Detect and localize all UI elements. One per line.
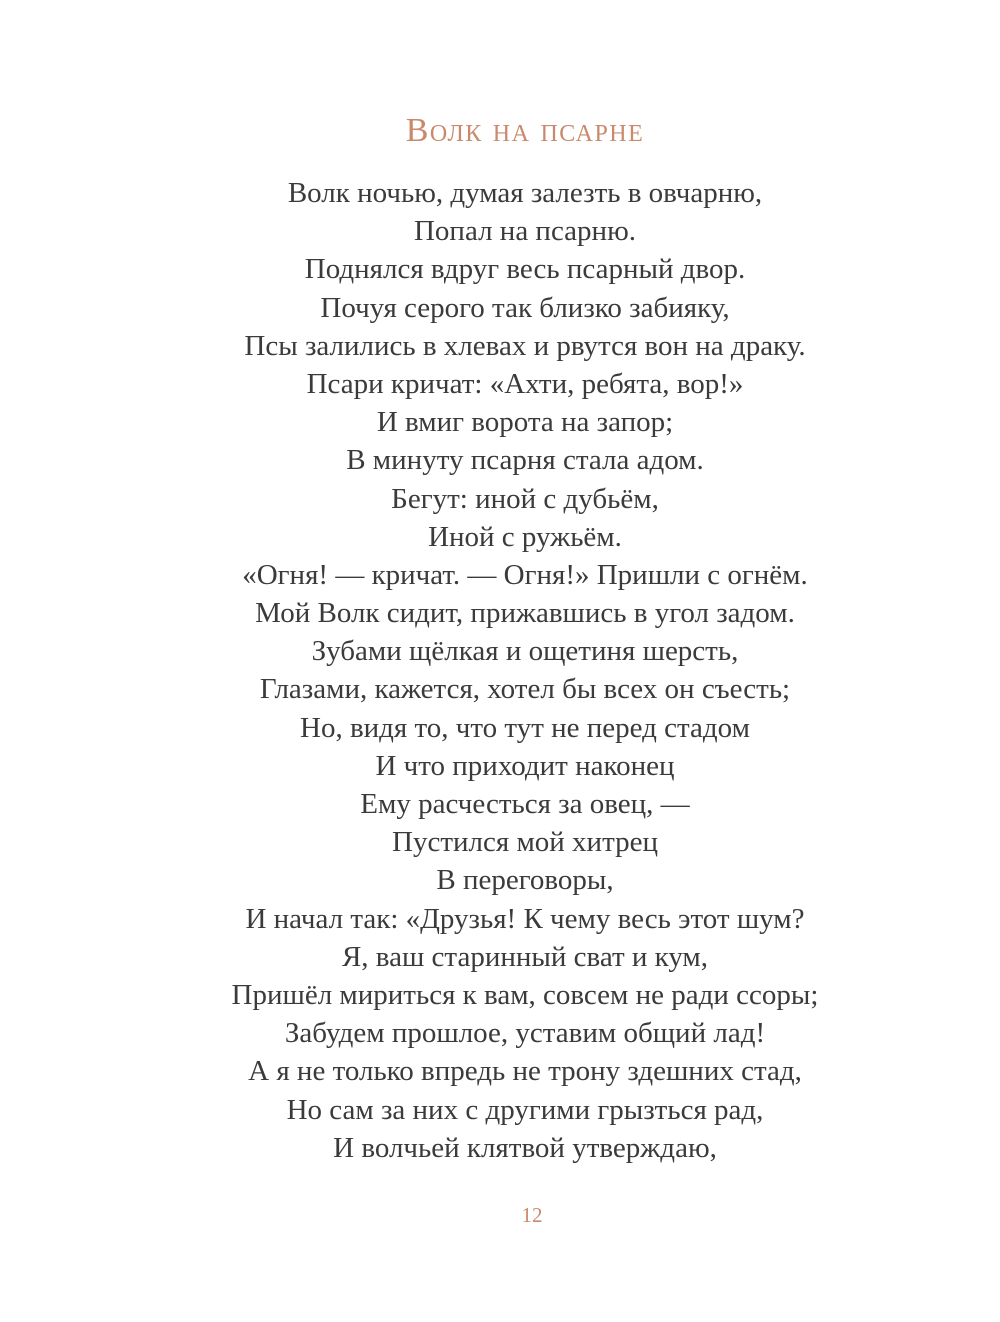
poem-line: Забудем прошлое, уставим общий лад! xyxy=(284,1017,766,1050)
poem-line: Но, видя то, что тут не перед стадом xyxy=(300,711,750,744)
poem-line: В минуту псарня стала адом. xyxy=(346,444,704,477)
page-number: 12 xyxy=(521,1203,543,1227)
poem-line: В переговоры, xyxy=(436,864,614,897)
poem-line: Бегут: иной с дубьём, xyxy=(391,482,659,515)
poem-line: Ему расчесться за овец, — xyxy=(360,788,690,820)
poem-line: Пустился мой хитрец xyxy=(392,826,658,859)
poem-line: Зубами щёлкая и ощетиня шерсть, xyxy=(311,635,739,668)
poem-line: Глазами, кажется, хотел бы всех он съесть; xyxy=(259,673,791,706)
poem-title: Волк на псарне xyxy=(405,112,645,149)
poem-line: И волчьей клятвой утверждаю, xyxy=(333,1131,717,1164)
poem-line: И что приходит наконец xyxy=(375,749,675,782)
poem-line: А я не только впредь не трону здешних стад, xyxy=(248,1055,802,1088)
poem-line: Почуя серого так близко забияку, xyxy=(320,291,730,324)
poem-line: Но сам за них с другими грызться рад, xyxy=(286,1093,764,1126)
poem-line: Я, ваш старинный сват и кум, xyxy=(341,940,709,973)
poem-line: «Огня! — кричат. — Огня!» Пришли с огнём. xyxy=(242,558,808,591)
poem-line: Поднялся вдруг весь псарный двор. xyxy=(304,253,746,286)
poem-line: Волк ночью, думая залезть в овчарню, xyxy=(287,177,763,209)
poem-line: Псы залились в хлевах и рвутся вон на драку. xyxy=(244,329,806,362)
poem-line: Мой Волк сидит, прижавшись в угол задом. xyxy=(255,597,795,630)
poem-line: Псари кричат: «Ахти, ребята, вор!» xyxy=(306,367,744,400)
poem-line: И начал так: «Друзья! К чему весь этот шум? xyxy=(245,902,805,935)
poem-line: Пришёл мириться к вам, совсем не ради ссоры; xyxy=(231,978,819,1011)
poem-line: И вмиг ворота на запор; xyxy=(376,406,674,439)
poem-body xyxy=(0,174,1000,1167)
poem-line: Попал на псарню. xyxy=(413,215,636,248)
poem-line: Иной с ружьём. xyxy=(428,520,622,553)
